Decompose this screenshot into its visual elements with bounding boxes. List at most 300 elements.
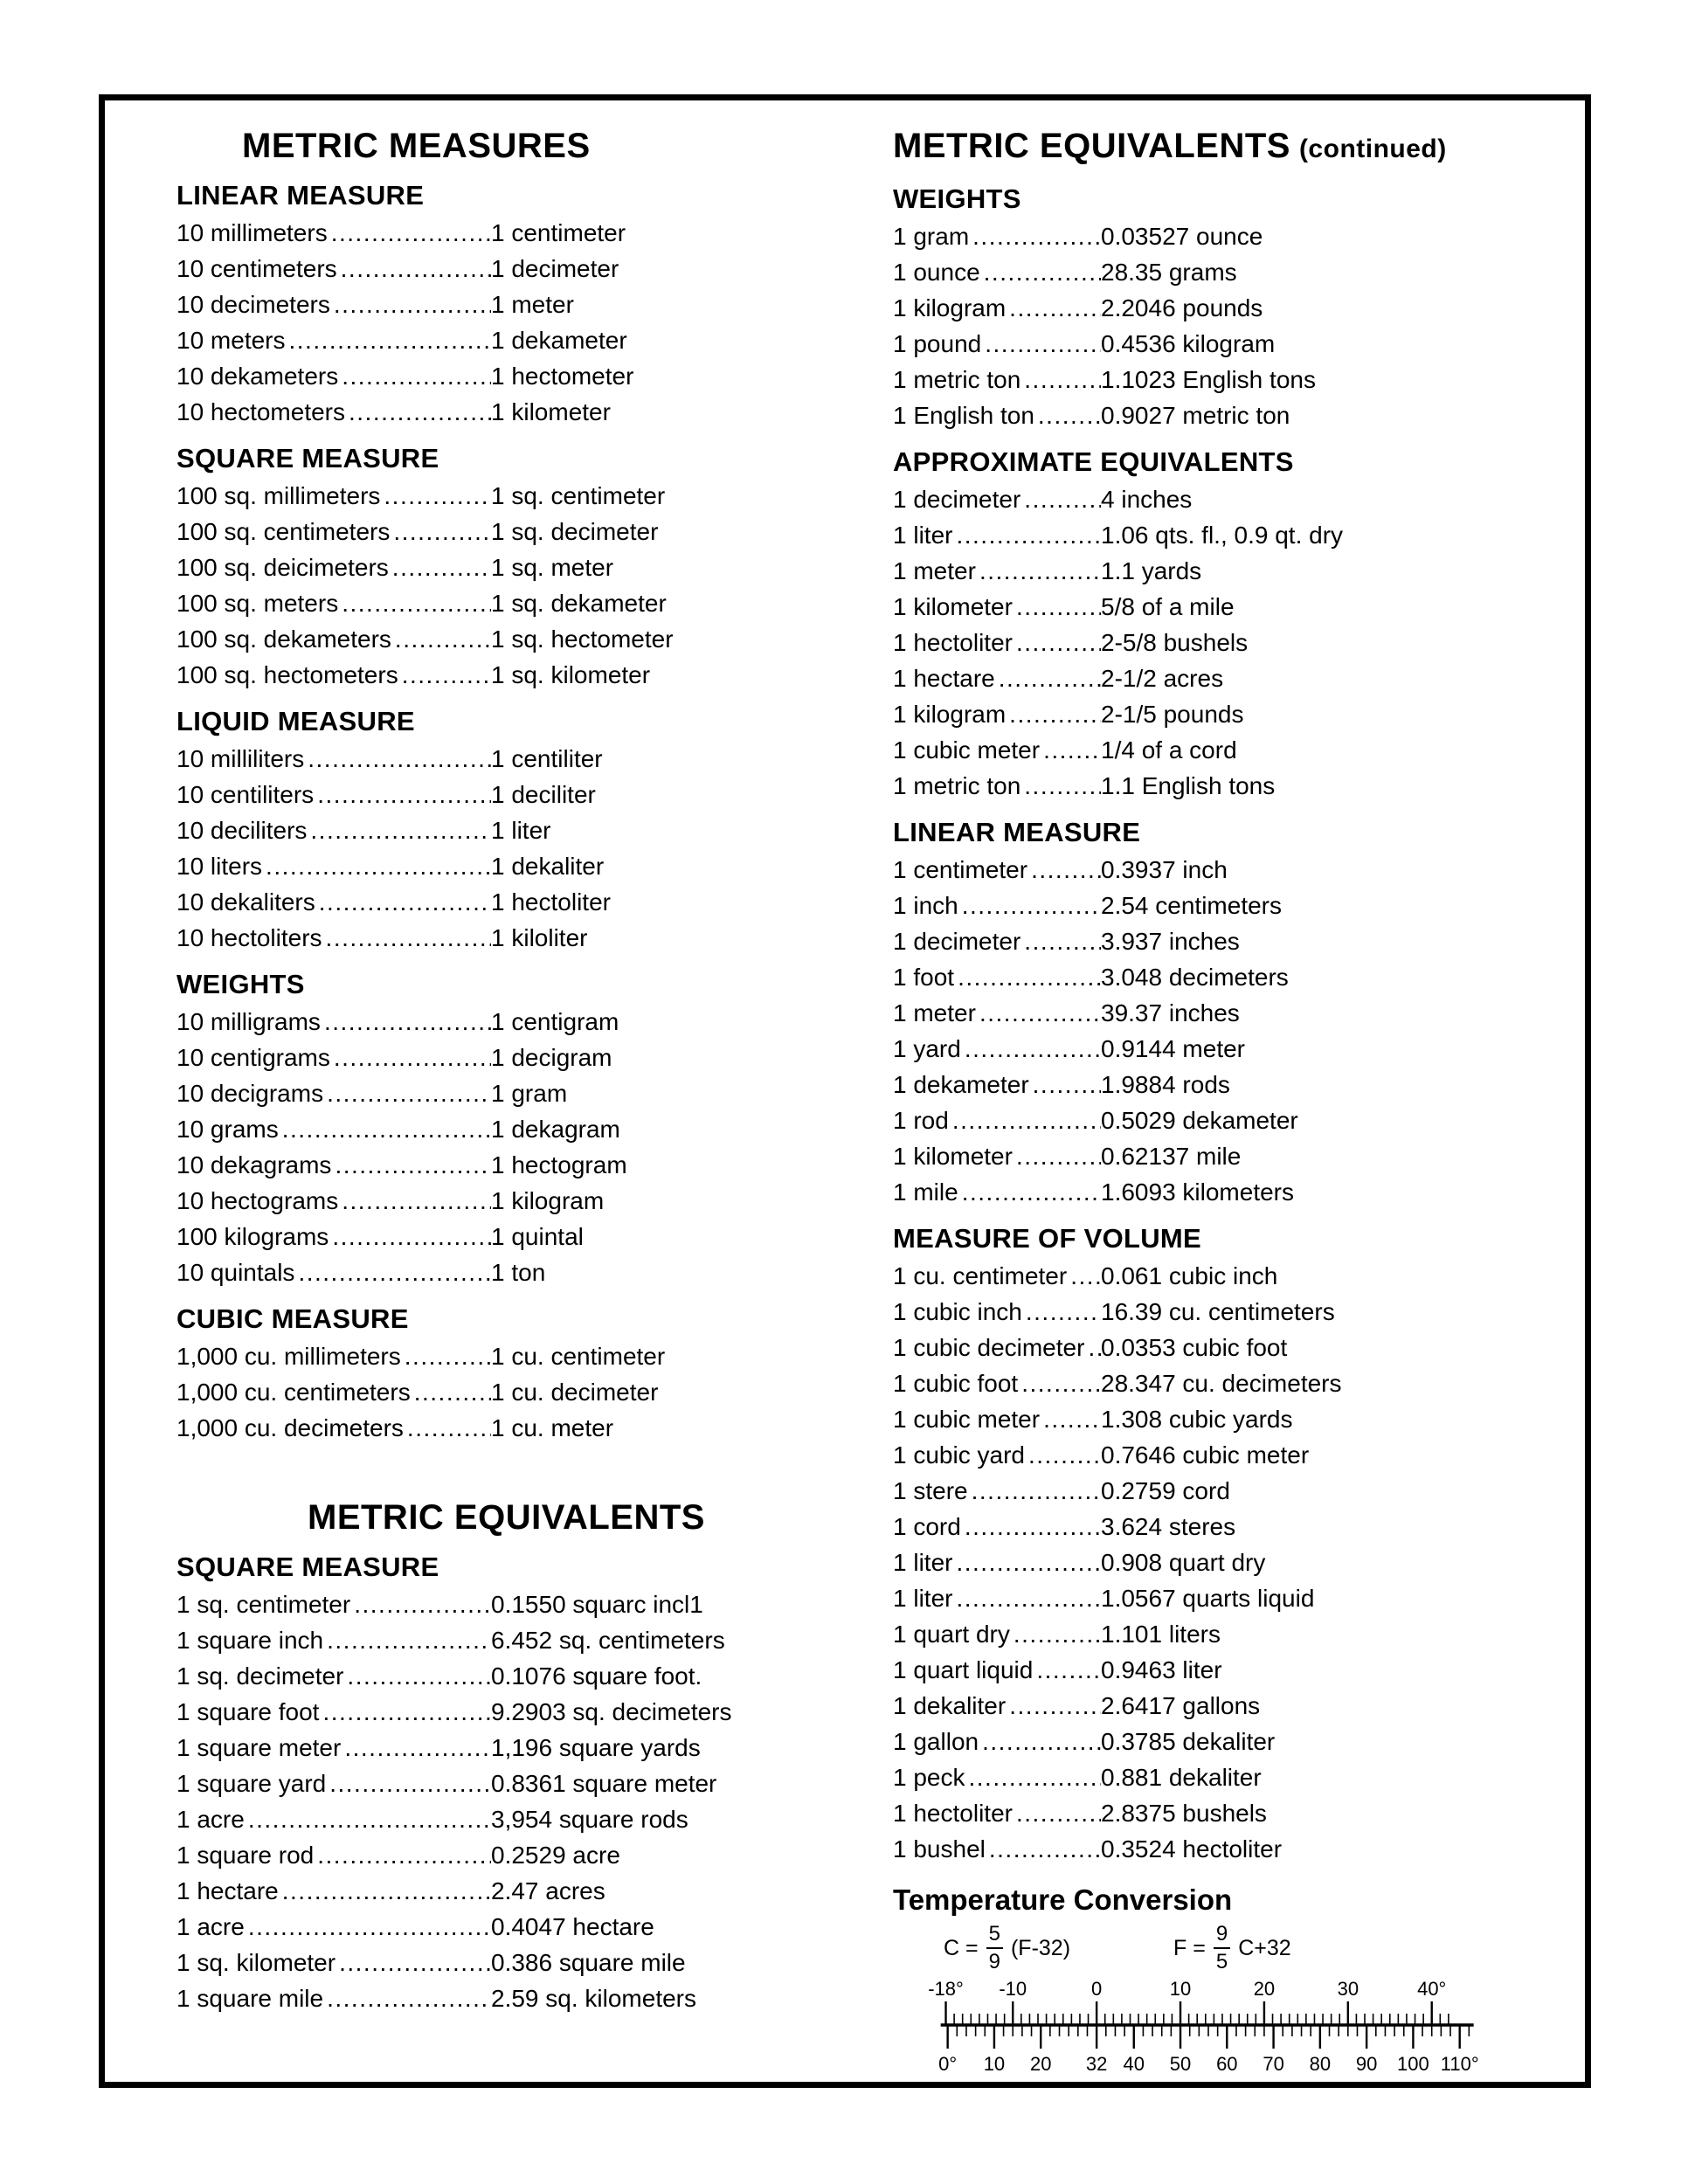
row-label: 1 cu. centimeter <box>893 1262 1068 1289</box>
conversion-row <box>176 1374 827 1410</box>
conversion-row <box>176 1658 827 1694</box>
row-label: 10 milliliters <box>176 745 305 772</box>
fahrenheit-scale-label: 80 <box>1309 2053 1332 2075</box>
row-value: 1.101 liters <box>1101 1621 1221 1648</box>
dot-leader <box>1067 1258 1101 1294</box>
row-value: 0.3524 hectoliter <box>1101 1835 1283 1863</box>
section-heading: WEIGHTS <box>176 969 305 999</box>
row-label: 1 meter <box>893 999 976 1026</box>
conversion-row <box>893 290 1524 326</box>
row-value: 0.1076 square foot. <box>491 1662 702 1690</box>
conversion-row <box>176 1730 827 1766</box>
row-label: 1 square yard <box>176 1770 327 1797</box>
row-label-cell <box>893 218 1101 254</box>
dot-leader <box>319 1694 491 1730</box>
measure-group <box>176 125 827 1446</box>
column-title-text: METRIC EQUIVALENTS <box>308 1498 705 1537</box>
row-value: 0.4536 kilogram <box>1101 330 1276 357</box>
right-column-groups <box>893 125 1524 1867</box>
row-value: 1.1023 English tons <box>1101 366 1316 393</box>
row-label: 1 kilometer <box>893 1143 1013 1170</box>
conversion-row <box>893 696 1524 732</box>
dot-leader <box>391 621 491 657</box>
row-value: 1 quintal <box>491 1223 584 1250</box>
dot-leader <box>969 218 1101 254</box>
dot-leader <box>1010 1616 1101 1652</box>
row-value: 1 decimeter <box>491 255 619 282</box>
page-border-frame <box>99 94 1591 2088</box>
row-label-cell <box>893 254 1101 290</box>
row-value: 2.47 acres <box>491 1877 605 1904</box>
row-value: 16.39 cu. centimeters <box>1101 1298 1335 1325</box>
dot-leader <box>965 1759 1102 1795</box>
section-heading: SQUARE MEASURE <box>176 1552 439 1582</box>
row-label: 1,000 cu. centimeters <box>176 1379 411 1406</box>
row-value: 1.6093 kilometers <box>1101 1178 1295 1206</box>
row-value: 2-1/5 pounds <box>1101 701 1244 728</box>
conversion-row <box>893 1031 1524 1067</box>
dot-leader <box>958 1174 1101 1210</box>
measure-section <box>176 705 827 956</box>
conversion-row <box>176 1945 827 1980</box>
row-label: 1 acre <box>176 1913 245 1940</box>
conversion-row <box>176 322 827 358</box>
row-label-cell <box>893 326 1101 362</box>
row-label-cell <box>893 589 1101 625</box>
fahrenheit-scale-label: 50 <box>1169 2053 1192 2075</box>
row-label-cell <box>893 923 1101 959</box>
row-label-cell <box>893 696 1101 732</box>
conversion-row <box>176 812 827 848</box>
row-label: 1 ounce <box>893 259 980 286</box>
row-label: 1 acre <box>176 1806 245 1833</box>
dot-leader <box>330 1040 491 1075</box>
row-label-cell <box>176 287 491 322</box>
dot-leader <box>331 1147 491 1183</box>
conversion-row <box>176 1219 827 1254</box>
row-value: 2.59 sq. kilometers <box>491 1985 696 2012</box>
conversion-row <box>893 995 1524 1031</box>
dot-leader <box>314 777 491 812</box>
row-label-cell <box>176 1004 491 1040</box>
row-label: 1 hectoliter <box>893 629 1013 656</box>
conversion-row <box>176 1004 827 1040</box>
row-label-cell <box>176 621 491 657</box>
row-label-cell <box>893 362 1101 397</box>
row-value: 1 centimeter <box>491 219 626 246</box>
row-label-cell <box>176 1980 491 2016</box>
row-label-cell <box>176 1219 491 1254</box>
conversion-row <box>893 1365 1524 1401</box>
conversion-row <box>176 1075 827 1111</box>
conversion-row <box>176 1147 827 1183</box>
row-value: 39.37 inches <box>1101 999 1240 1026</box>
row-label: 1 gram <box>893 223 970 250</box>
conversion-row <box>893 254 1524 290</box>
dot-leader <box>307 812 491 848</box>
row-label-cell <box>176 394 491 430</box>
row-label-cell <box>893 1652 1101 1688</box>
dot-leader <box>338 358 491 394</box>
row-label: 1 kilogram <box>893 294 1007 321</box>
row-value: 0.3785 dekaliter <box>1101 1728 1276 1755</box>
conversion-row <box>176 1766 827 1801</box>
dot-leader <box>404 1410 491 1446</box>
row-label: 1 cubic foot <box>893 1370 1019 1397</box>
dot-leader <box>1084 1330 1101 1365</box>
conversion-row <box>893 660 1524 696</box>
row-label: 100 sq. meters <box>176 590 339 617</box>
row-value: 2-5/8 bushels <box>1101 629 1249 656</box>
dot-leader <box>1022 1294 1101 1330</box>
dot-leader <box>322 920 491 956</box>
measure-section <box>893 816 1524 1210</box>
dot-leader <box>330 287 491 322</box>
dot-leader <box>1013 1795 1101 1831</box>
row-label: 1 pound <box>893 330 982 357</box>
row-label: 1 decimeter <box>893 486 1021 513</box>
row-label-cell <box>893 1437 1101 1473</box>
row-value: 0.7646 cubic meter <box>1101 1441 1310 1469</box>
fahrenheit-scale-label: 20 <box>1029 2053 1052 2075</box>
row-label-cell <box>893 888 1101 923</box>
measure-section <box>176 1303 827 1446</box>
fraction <box>986 1924 1003 1973</box>
conversion-row <box>893 1401 1524 1437</box>
row-label: 1 cord <box>893 1513 961 1540</box>
row-label-cell <box>893 1294 1101 1330</box>
temperature-scale-svg <box>926 1974 1485 2077</box>
row-label-cell <box>176 322 491 358</box>
celsius-scale-label: 40° <box>1417 1978 1447 2000</box>
conversion-row <box>176 1586 827 1622</box>
row-value: 1 dekagram <box>491 1116 620 1143</box>
celsius-scale-label: -10 <box>999 1978 1027 2000</box>
row-value: 0.386 square mile <box>491 1949 686 1976</box>
row-label-cell <box>176 920 491 956</box>
dot-leader <box>1040 732 1101 768</box>
row-label-cell <box>176 1075 491 1111</box>
fahrenheit-scale-label: 70 <box>1263 2053 1284 2075</box>
row-label-cell <box>176 1040 491 1075</box>
fahrenheit-scale-label: 0° <box>938 2053 958 2075</box>
row-value: 6.452 sq. centimeters <box>491 1627 725 1654</box>
row-label: 1 square rod <box>176 1842 315 1869</box>
row-label: 1 peck <box>893 1764 965 1791</box>
row-label-cell <box>893 1365 1101 1401</box>
row-value: 0.03527 ounce <box>1101 223 1263 250</box>
dot-leader <box>981 326 1101 362</box>
temperature-heading: Temperature Conversion <box>893 1883 1233 1916</box>
dot-leader <box>411 1374 491 1410</box>
row-label: 1 cubic meter <box>893 1406 1041 1433</box>
row-label-cell <box>893 1831 1101 1867</box>
formula-lhs: F = <box>1173 1935 1206 1960</box>
conversion-row <box>176 1980 827 2016</box>
conversion-row <box>176 514 827 549</box>
row-value: 1 cu. centimeter <box>491 1343 666 1370</box>
row-label: 10 millimeters <box>176 219 328 246</box>
row-label: 1,000 cu. millimeters <box>176 1343 401 1370</box>
row-label: 10 milligrams <box>176 1008 321 1035</box>
conversion-row <box>893 589 1524 625</box>
row-value: 1 hectogram <box>491 1151 627 1178</box>
row-label-cell <box>893 1688 1101 1724</box>
row-label: 1 metric ton <box>893 772 1021 799</box>
dot-leader <box>954 959 1101 995</box>
conversion-row <box>176 1801 827 1837</box>
row-label-cell <box>176 251 491 287</box>
conversion-row <box>893 1067 1524 1102</box>
conversion-row <box>893 959 1524 995</box>
row-value: 1 sq. hectometer <box>491 625 674 653</box>
conversion-row <box>893 517 1524 553</box>
row-label: 1 liter <box>893 1585 953 1612</box>
row-label: 1 kilogram <box>893 701 1007 728</box>
dot-leader <box>321 1004 491 1040</box>
formula-lhs: C = <box>944 1935 979 1960</box>
dot-leader <box>338 1183 491 1219</box>
conversion-row <box>893 852 1524 888</box>
row-value: 0.9463 liter <box>1101 1656 1222 1683</box>
fahrenheit-scale-label: 10 <box>983 2053 1006 2075</box>
dot-leader <box>1018 1365 1101 1401</box>
section-heading: LINEAR MEASURE <box>176 180 425 211</box>
conversion-row <box>176 1410 827 1446</box>
row-label: 10 dekagrams <box>176 1151 332 1178</box>
dot-leader <box>262 848 491 884</box>
conversion-row <box>176 358 827 394</box>
row-label: 100 sq. deicimeters <box>176 554 389 581</box>
row-value: 0.1550 squarc incl1 <box>491 1591 703 1618</box>
row-value: 1 ton <box>491 1259 546 1286</box>
dot-leader <box>1006 696 1101 732</box>
row-label: 1 liter <box>893 1549 953 1576</box>
row-label: 100 sq. centimeters <box>176 518 391 545</box>
dot-leader <box>976 995 1101 1031</box>
row-label: 10 decigrams <box>176 1080 324 1107</box>
conversion-row <box>893 1330 1524 1365</box>
dot-leader <box>952 1580 1101 1616</box>
row-value: 0.908 quart dry <box>1101 1549 1266 1576</box>
dot-leader <box>1006 290 1101 326</box>
conversion-row <box>893 1473 1524 1509</box>
dot-leader <box>1020 481 1101 517</box>
fahrenheit-scale-label: 100 <box>1397 2053 1429 2075</box>
conversion-row <box>893 625 1524 660</box>
dot-leader <box>1033 1652 1101 1688</box>
row-label: 10 dekaliters <box>176 888 315 916</box>
row-value: 1 cu. meter <box>491 1414 614 1441</box>
row-value: 28.35 grams <box>1101 259 1237 286</box>
conversion-row <box>176 920 827 956</box>
measure-group <box>176 1496 827 2016</box>
row-label-cell <box>893 1174 1101 1210</box>
row-label: 1 hectoliter <box>893 1800 1013 1827</box>
row-value: 3.048 decimeters <box>1101 964 1289 991</box>
conversion-row <box>893 326 1524 362</box>
row-label: 10 centigrams <box>176 1044 330 1071</box>
row-label-cell <box>176 358 491 394</box>
row-value: 1 sq. dekameter <box>491 590 667 617</box>
conversion-row <box>893 1545 1524 1580</box>
row-label-cell <box>893 959 1101 995</box>
dot-leader <box>1029 1067 1101 1102</box>
conversion-row <box>176 1622 827 1658</box>
row-label-cell <box>176 657 491 693</box>
row-value: 5/8 of a mile <box>1101 593 1235 620</box>
dot-leader <box>328 215 491 251</box>
row-label: 1 inch <box>893 892 958 919</box>
fahrenheit-scale-label: 90 <box>1355 2053 1378 2075</box>
celsius-scale-label: 0 <box>1091 1978 1103 2000</box>
conversion-row <box>893 481 1524 517</box>
row-label: 100 sq. dekameters <box>176 625 391 653</box>
row-value: 1.1 English tons <box>1101 772 1276 799</box>
row-label: 1 hectare <box>176 1877 279 1904</box>
row-label-cell <box>893 1724 1101 1759</box>
conversion-row <box>893 732 1524 768</box>
fahrenheit-formula <box>1173 1924 1291 1973</box>
row-value: 2-1/2 acres <box>1101 665 1224 692</box>
row-label-cell <box>893 1795 1101 1831</box>
row-value: 0.8361 square meter <box>491 1770 717 1797</box>
row-label: 1 stere <box>893 1477 968 1504</box>
section-heading: LINEAR MEASURE <box>893 817 1141 847</box>
dot-leader <box>304 741 491 777</box>
conversion-row <box>893 1831 1524 1867</box>
dot-leader <box>952 517 1101 553</box>
row-label-cell <box>893 660 1101 696</box>
row-value: 2.8375 bushels <box>1101 1800 1267 1827</box>
row-value: 1 sq. centimeter <box>491 482 666 509</box>
conversion-row <box>176 621 827 657</box>
dot-leader <box>1013 1138 1101 1174</box>
section-heading: CUBIC MEASURE <box>176 1303 409 1334</box>
fahrenheit-scale-label: 32 <box>1085 2053 1108 2075</box>
conversion-row <box>893 218 1524 254</box>
row-value: 1 dekameter <box>491 327 627 354</box>
column-title <box>893 125 1524 170</box>
dot-leader <box>961 1509 1101 1545</box>
row-label: 1 cubic yard <box>893 1441 1025 1469</box>
dot-leader <box>286 322 492 358</box>
dot-leader <box>294 1254 491 1290</box>
row-label: 10 hectometers <box>176 398 345 425</box>
row-label: 100 sq. millimeters <box>176 482 381 509</box>
row-label-cell <box>176 585 491 621</box>
conversion-row <box>176 1183 827 1219</box>
row-label-cell <box>893 768 1101 804</box>
row-label-cell <box>176 1658 491 1694</box>
row-value: 1 centigram <box>491 1008 619 1035</box>
row-value: 1 hectometer <box>491 363 634 390</box>
row-label: 1 English ton <box>893 402 1034 429</box>
row-label-cell <box>176 549 491 585</box>
dot-leader <box>337 251 491 287</box>
row-label-cell <box>893 852 1101 888</box>
row-label-cell <box>176 777 491 812</box>
row-label-cell <box>176 1730 491 1766</box>
row-label-cell <box>176 1338 491 1374</box>
conversion-row <box>176 287 827 322</box>
row-label: 1 kilometer <box>893 593 1013 620</box>
row-label-cell <box>176 848 491 884</box>
dot-leader <box>1020 362 1101 397</box>
row-label: 1 quart liquid <box>893 1656 1034 1683</box>
row-label: 1 dekaliter <box>893 1692 1007 1719</box>
section-heading: WEIGHTS <box>893 183 1021 214</box>
dot-leader <box>961 1031 1101 1067</box>
row-label: 10 centiliters <box>176 781 315 808</box>
dot-leader <box>350 1586 491 1622</box>
row-label-cell <box>176 1111 491 1147</box>
row-value: 1 sq. decimeter <box>491 518 659 545</box>
row-label-cell <box>176 1801 491 1837</box>
row-value: 2.6417 gallons <box>1101 1692 1261 1719</box>
row-value: 1/4 of a cord <box>1101 736 1237 764</box>
row-label-cell <box>176 1945 491 1980</box>
row-label-cell <box>176 1873 491 1909</box>
conversion-row <box>176 1909 827 1945</box>
conversion-row <box>893 1138 1524 1174</box>
conversion-row <box>176 1040 827 1075</box>
celsius-scale-label: -18° <box>928 1978 964 2000</box>
row-label: 1 square inch <box>176 1627 324 1654</box>
celsius-scale-label: 20 <box>1253 1978 1276 2000</box>
row-label-cell <box>893 1330 1101 1365</box>
row-label: 1 mile <box>893 1178 958 1206</box>
row-label: 10 centimeters <box>176 255 337 282</box>
row-value: 1 meter <box>491 291 574 318</box>
row-value: 1 kilogram <box>491 1187 605 1214</box>
conversion-row <box>176 215 827 251</box>
conversion-row <box>893 1580 1524 1616</box>
right-column <box>893 114 1524 2082</box>
row-label-cell <box>893 1545 1101 1580</box>
fahrenheit-scale-label: 60 <box>1216 2053 1238 2075</box>
dot-leader <box>343 1658 491 1694</box>
dot-leader <box>345 394 491 430</box>
row-value: 1 cu. decimeter <box>491 1379 659 1406</box>
row-value: 1 gram <box>491 1080 568 1107</box>
row-value: 9.2903 sq. decimeters <box>491 1698 732 1725</box>
dot-leader <box>279 1111 491 1147</box>
row-value: 0.2759 cord <box>1101 1477 1230 1504</box>
row-value: 1.1 yards <box>1101 557 1202 584</box>
column-title-text: METRIC MEASURES <box>242 127 591 165</box>
dot-leader <box>1027 852 1101 888</box>
row-value: 28.347 cu. decimeters <box>1101 1370 1342 1397</box>
row-value: 1 dekaliter <box>491 853 605 880</box>
dot-leader <box>323 1622 491 1658</box>
row-label-cell <box>176 514 491 549</box>
conversion-row <box>893 1759 1524 1795</box>
dot-leader <box>314 1837 491 1873</box>
row-label-cell <box>893 995 1101 1031</box>
conversion-row <box>176 1694 827 1730</box>
row-label-cell <box>893 1759 1101 1795</box>
row-value: 3.624 steres <box>1101 1513 1236 1540</box>
row-label-cell <box>176 884 491 920</box>
row-value: 3,954 square rods <box>491 1806 688 1833</box>
row-value: 0.061 cubic inch <box>1101 1262 1278 1289</box>
row-value: 1.9884 rods <box>1101 1071 1230 1098</box>
row-label: 10 meters <box>176 327 286 354</box>
celsius-formula <box>944 1924 1070 1973</box>
dot-leader <box>1013 625 1101 660</box>
fahrenheit-scale-label: 40 <box>1123 2053 1145 2075</box>
